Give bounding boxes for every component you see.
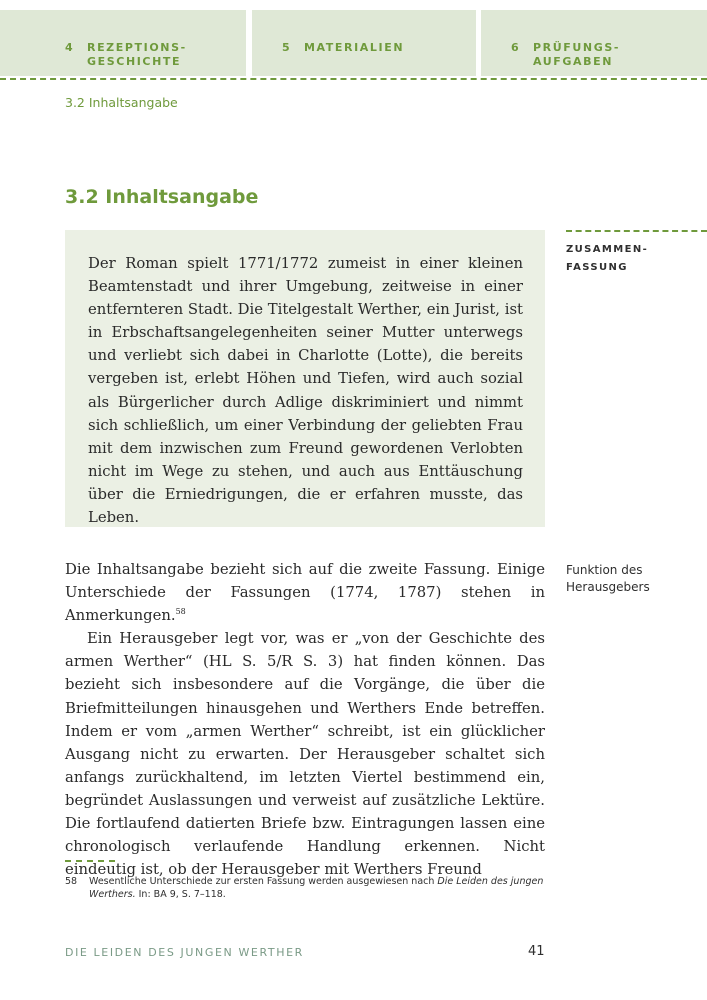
- paragraph: Ein Herausgeber legt vor, was er „von der Geschichte des armen Werther“ (HL S. 5/R S. 3) hat finden können. Das bezieht sich insbesondere auf die Vorgänge, die über die Briefmitteilungen hinausgehen und Werthers Ende betreffen. Indem er vom „armen Werther“ schreibt, ist ein glücklicher Ausgang nicht zu erwarten. Der Herausgeber schaltet sich anfangs zurückhaltend, im letzten Viertel bestimmend ein, begründet Auslassungen und verweist auf zusätzliche Lektüre. Die fortlaufend datierten Briefe bzw. Eintragungen lassen eine chronologisch verlaufende Handlung erkennen. Nicht eindeutig ist, ob der Herausgeber mit Werthers Freund: [65, 630, 545, 879]
- tab-label-line1: PRÜFUNGS-: [533, 41, 621, 54]
- tab-number: 6: [511, 41, 521, 54]
- footnote: [65, 875, 555, 901]
- margin-label-line1: ZUSAMMEN-: [566, 244, 649, 255]
- tab-number: 4: [65, 41, 75, 54]
- tab-label: MATERIALIEN: [304, 41, 405, 54]
- section-heading: 3.2 Inhaltsangabe: [65, 186, 259, 208]
- margin-label-summary: [566, 241, 696, 277]
- footnote-ref[interactable]: 58: [175, 607, 186, 617]
- margin-label-line1: Funktion des: [566, 563, 643, 577]
- header-divider: [0, 78, 707, 80]
- tab-number: 5: [282, 41, 292, 54]
- margin-divider: [566, 230, 707, 232]
- tab-label: [533, 41, 620, 69]
- footnote-text-after: In: BA 9, S. 7–118.: [135, 889, 226, 900]
- footnote-title: Die Leiden des jungen Werthers.: [89, 876, 544, 900]
- footnote-text: [89, 875, 555, 901]
- tab-materialien[interactable]: [252, 10, 476, 76]
- margin-label-editor: [566, 562, 696, 596]
- paragraph-text: Die Inhaltsangabe bezieht sich auf die zweite Fassung. Einige Unterschiede der Fassungen (1774, 1787) stehen in Anmerkungen.: [65, 561, 545, 625]
- margin-label-line2: FASSUNG: [566, 262, 628, 273]
- breadcrumb: 3.2 Inhaltsangabe: [65, 95, 178, 110]
- summary-text: Der Roman spielt 1771/1772 zumeist in einer kleinen Beamtenstadt und ihrer Umgebung, zeitweise in einer entfernteren Stadt. Die Titelgestalt Werther, ein Jurist, ist in Erbschaftsangelegenheiten seiner Mutter unterwegs und verliebt sich dabei in Charlotte (Lotte), die bereits vergeben ist, erlebt Höhen und Tiefen, wird auch sozial als Bürgerlicher durch Adlige diskriminiert und nimmt sich schließlich, um einer Verbindung der geliebten Frau mit dem inzwischen zum Freund gewordenen Verlobten nicht im Wege zu stehen, und auch aus Enttäuschung über die Erniedrigungen, die er erfahren musste, das Leben.: [88, 255, 523, 527]
- summary-box: [65, 230, 545, 527]
- footer-title: DIE LEIDEN DES JUNGEN WERTHER: [65, 946, 304, 959]
- tab-label-line1: REZEPTIONS-: [87, 41, 187, 54]
- footnote-text-before: Wesentliche Unterschiede zur ersten Fassung werden ausgewiesen nach: [89, 876, 438, 887]
- footnote-divider: [65, 860, 115, 862]
- tab-pruefungsaufgaben[interactable]: [481, 10, 707, 76]
- footnote-number: 58: [65, 876, 78, 887]
- tab-label-line2: GESCHICHTE: [87, 55, 182, 68]
- page-number: 41: [528, 944, 545, 959]
- tab-label-line2: AUFGABEN: [533, 55, 614, 68]
- tab-rezeptionsgeschichte[interactable]: [0, 10, 246, 76]
- chapter-tabs: [0, 10, 707, 76]
- tab-label: [87, 41, 187, 69]
- body-text: [65, 558, 545, 881]
- paragraph: [65, 558, 545, 627]
- margin-label-line2: Herausgebers: [566, 580, 650, 594]
